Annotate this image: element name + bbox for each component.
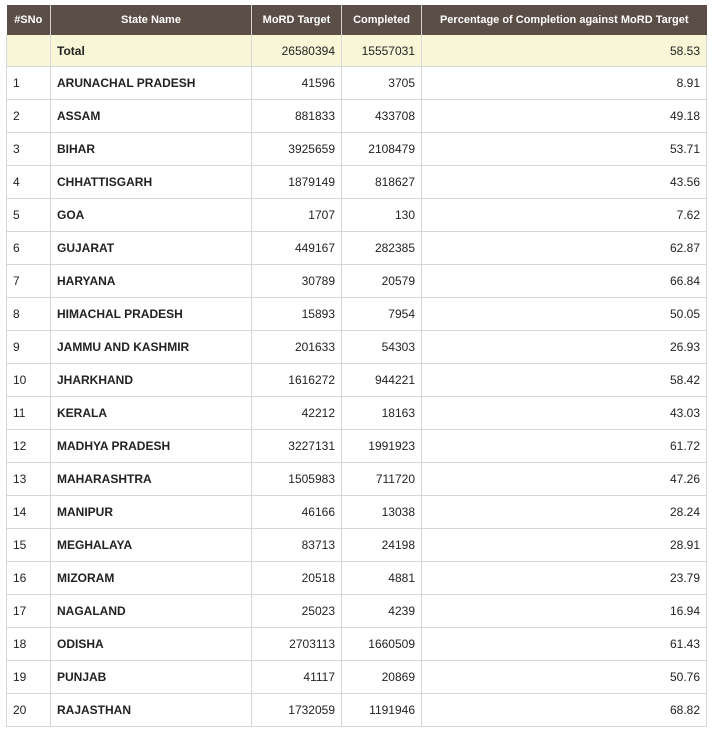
row-mord-target: 41117 [252,661,342,694]
row-completed: 54303 [342,331,422,364]
table-row [7,496,707,529]
row-mord-target: 25023 [252,595,342,628]
row-mord-target: 20518 [252,562,342,595]
row-percentage: 43.03 [422,397,707,430]
row-percentage: 43.56 [422,166,707,199]
row-mord-target: 449167 [252,232,342,265]
total-target: 26580394 [252,35,342,67]
row-completed: 944221 [342,364,422,397]
row-percentage: 61.43 [422,628,707,661]
header-sno[interactable]: #SNo [7,5,51,35]
total-percentage: 58.53 [422,35,707,67]
header-completed[interactable]: Completed [342,5,422,35]
header-state-name[interactable]: State Name [51,5,252,35]
row-sno: 8 [7,298,51,331]
row-state-name: MANIPUR [51,496,252,529]
row-sno: 17 [7,595,51,628]
row-percentage: 7.62 [422,199,707,232]
row-mord-target: 1732059 [252,694,342,727]
table-row [7,199,707,232]
table-row [7,331,707,364]
row-mord-target: 1879149 [252,166,342,199]
row-state-name: ODISHA [51,628,252,661]
row-mord-target: 42212 [252,397,342,430]
row-state-name: HARYANA [51,265,252,298]
row-completed: 433708 [342,100,422,133]
table-row [7,661,707,694]
row-completed: 20579 [342,265,422,298]
row-completed: 1991923 [342,430,422,463]
table-row [7,562,707,595]
row-state-name: ARUNACHAL PRADESH [51,67,252,100]
row-sno: 4 [7,166,51,199]
row-mord-target: 201633 [252,331,342,364]
row-state-name: HIMACHAL PRADESH [51,298,252,331]
row-sno: 7 [7,265,51,298]
table-row [7,133,707,166]
row-percentage: 50.76 [422,661,707,694]
table-row [7,232,707,265]
row-percentage: 50.05 [422,298,707,331]
table-row [7,430,707,463]
row-completed: 282385 [342,232,422,265]
row-mord-target: 1505983 [252,463,342,496]
row-mord-target: 30789 [252,265,342,298]
row-percentage: 8.91 [422,67,707,100]
table-row [7,595,707,628]
row-completed: 24198 [342,529,422,562]
row-mord-target: 1616272 [252,364,342,397]
table-row [7,364,707,397]
row-mord-target: 3227131 [252,430,342,463]
total-completed: 15557031 [342,35,422,67]
row-completed: 818627 [342,166,422,199]
total-label: Total [51,35,252,67]
row-sno: 19 [7,661,51,694]
table-row [7,628,707,661]
row-percentage: 28.24 [422,496,707,529]
row-state-name: CHHATTISGARH [51,166,252,199]
row-completed: 4881 [342,562,422,595]
row-completed: 20869 [342,661,422,694]
row-state-name: MEGHALAYA [51,529,252,562]
row-completed: 4239 [342,595,422,628]
row-percentage: 68.82 [422,694,707,727]
row-sno: 3 [7,133,51,166]
row-state-name: ASSAM [51,100,252,133]
row-sno: 11 [7,397,51,430]
row-state-name: GOA [51,199,252,232]
row-percentage: 53.71 [422,133,707,166]
row-completed: 711720 [342,463,422,496]
row-sno: 10 [7,364,51,397]
row-sno: 16 [7,562,51,595]
header-percentage[interactable]: Percentage of Completion against MoRD Target [422,5,707,35]
row-mord-target: 83713 [252,529,342,562]
row-completed: 2108479 [342,133,422,166]
table-header-row [7,5,707,35]
row-mord-target: 1707 [252,199,342,232]
table-row [7,265,707,298]
table-row [7,298,707,331]
row-sno: 15 [7,529,51,562]
row-mord-target: 15893 [252,298,342,331]
row-percentage: 23.79 [422,562,707,595]
row-state-name: NAGALAND [51,595,252,628]
row-sno: 6 [7,232,51,265]
row-completed: 7954 [342,298,422,331]
row-sno: 18 [7,628,51,661]
table-row [7,67,707,100]
header-mord-target[interactable]: MoRD Target [252,5,342,35]
row-completed: 1191946 [342,694,422,727]
row-percentage: 58.42 [422,364,707,397]
row-percentage: 47.26 [422,463,707,496]
row-completed: 3705 [342,67,422,100]
total-sno [7,35,51,67]
row-percentage: 26.93 [422,331,707,364]
row-percentage: 16.94 [422,595,707,628]
row-mord-target: 41596 [252,67,342,100]
row-sno: 2 [7,100,51,133]
state-completion-table [6,5,707,727]
row-state-name: JAMMU AND KASHMIR [51,331,252,364]
table-row [7,100,707,133]
row-percentage: 49.18 [422,100,707,133]
row-sno: 5 [7,199,51,232]
report-table-container [6,5,706,727]
row-percentage: 61.72 [422,430,707,463]
row-mord-target: 2703113 [252,628,342,661]
row-sno: 1 [7,67,51,100]
row-mord-target: 881833 [252,100,342,133]
row-state-name: KERALA [51,397,252,430]
row-sno: 13 [7,463,51,496]
row-state-name: MAHARASHTRA [51,463,252,496]
row-completed: 1660509 [342,628,422,661]
table-row [7,397,707,430]
row-state-name: MADHYA PRADESH [51,430,252,463]
row-mord-target: 3925659 [252,133,342,166]
row-state-name: MIZORAM [51,562,252,595]
table-row [7,166,707,199]
total-row [7,35,707,67]
row-state-name: RAJASTHAN [51,694,252,727]
row-percentage: 62.87 [422,232,707,265]
row-state-name: JHARKHAND [51,364,252,397]
table-row [7,529,707,562]
row-completed: 130 [342,199,422,232]
row-sno: 9 [7,331,51,364]
row-sno: 14 [7,496,51,529]
row-sno: 20 [7,694,51,727]
row-mord-target: 46166 [252,496,342,529]
table-row [7,463,707,496]
row-sno: 12 [7,430,51,463]
row-completed: 18163 [342,397,422,430]
row-completed: 13038 [342,496,422,529]
row-state-name: PUNJAB [51,661,252,694]
row-state-name: BIHAR [51,133,252,166]
row-state-name: GUJARAT [51,232,252,265]
row-percentage: 28.91 [422,529,707,562]
row-percentage: 66.84 [422,265,707,298]
table-row [7,694,707,727]
